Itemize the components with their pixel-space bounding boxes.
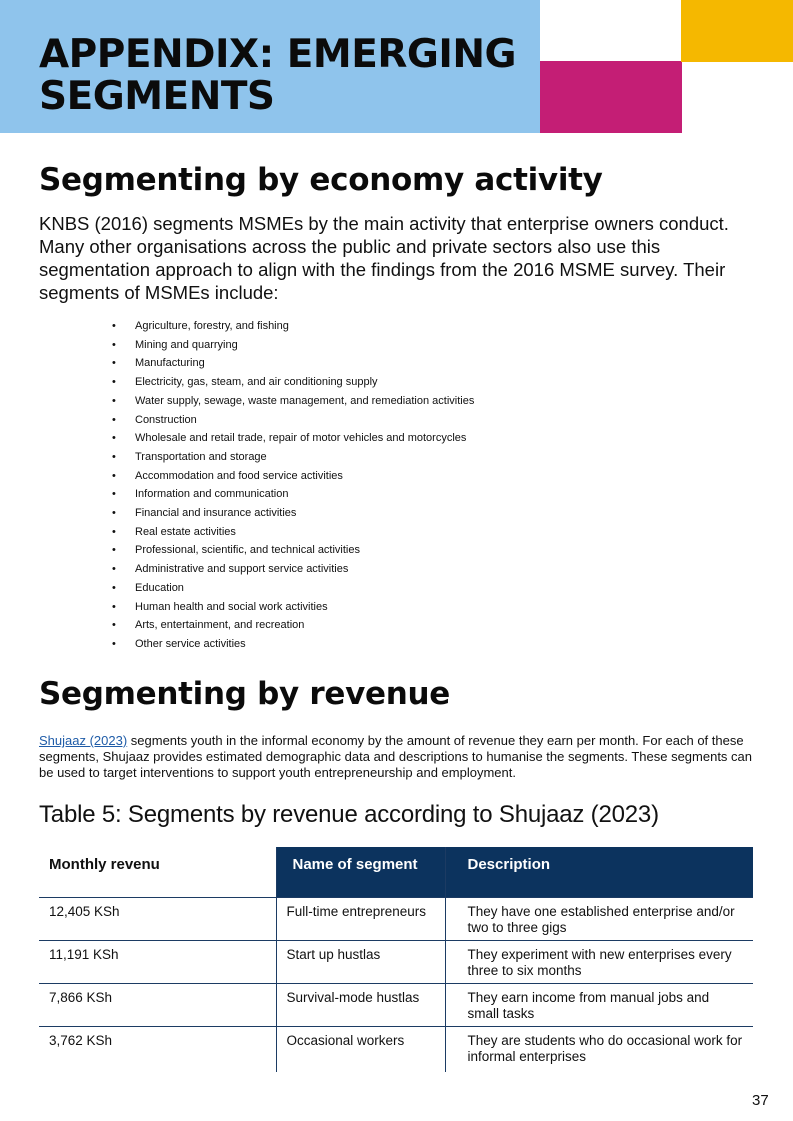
title-banner xyxy=(0,0,540,133)
cell-segment: Survival-mode hustlas xyxy=(276,983,445,1026)
table-header-row xyxy=(39,847,753,897)
decorative-yellow-block xyxy=(681,0,793,62)
cell-segment: Occasional workers xyxy=(276,1026,445,1072)
decorative-magenta-block xyxy=(540,61,682,133)
section-heading-activity: Segmenting by economy activity xyxy=(39,162,603,198)
revenue-segments-table xyxy=(39,847,753,1072)
cell-revenue: 3,762 KSh xyxy=(39,1026,276,1072)
table-row xyxy=(39,897,753,940)
list-item: • Wholesale and retail trade, repair of motor vehicles and motorcycles xyxy=(112,429,474,448)
cell-description: They earn income from manual jobs and small tasks xyxy=(445,983,753,1026)
cell-revenue: 7,866 KSh xyxy=(39,983,276,1026)
column-header-revenue: Monthly revenu xyxy=(39,847,276,897)
table-row xyxy=(39,983,753,1026)
section-heading-revenue: Segmenting by revenue xyxy=(39,676,451,712)
list-item: • Other service activities xyxy=(112,635,474,654)
list-item: • Human health and social work activities xyxy=(112,598,474,617)
cell-segment: Start up hustlas xyxy=(276,940,445,983)
list-item: • Information and communication xyxy=(112,485,474,504)
revenue-paragraph-text: segments youth in the informal economy by the amount of revenue they earn per month. For each of these segments, Shujaaz provides estimated demographic data and descriptions to humanise the segments. These segments can be used to target interventions to support youth entrepreneurship and employment. xyxy=(39,733,753,780)
cell-revenue: 12,405 KSh xyxy=(39,897,276,940)
shujaaz-link[interactable]: Shujaaz (2023) xyxy=(39,733,128,748)
page-title xyxy=(39,34,516,118)
cell-segment: Full-time entrepreneurs xyxy=(276,897,445,940)
cell-description: They experiment with new enterprises every three to six months xyxy=(445,940,753,983)
page-title-line-2: SEGMENTS xyxy=(39,74,275,119)
revenue-paragraph xyxy=(39,733,755,781)
list-item: • Electricity, gas, steam, and air conditioning supply xyxy=(112,373,474,392)
activity-intro-paragraph: KNBS (2016) segments MSMEs by the main activity that enterprise owners conduct. Many other organisations across the public and private sectors also use this segmentation approach to align with the findings from the 2016 MSME survey. Their segments of MSMEs include: xyxy=(39,213,729,303)
table-caption: Table 5: Segments by revenue according to Shujaaz (2023) xyxy=(39,801,659,828)
list-item: • Construction xyxy=(112,411,474,430)
cell-revenue: 11,191 KSh xyxy=(39,940,276,983)
table-row xyxy=(39,1026,753,1072)
cell-description: They have one established enterprise and/or two to three gigs xyxy=(445,897,753,940)
list-item: • Accommodation and food service activities xyxy=(112,467,474,486)
list-item: • Real estate activities xyxy=(112,523,474,542)
table-row xyxy=(39,940,753,983)
column-header-description: Description xyxy=(445,847,753,897)
list-item: • Administrative and support service activities xyxy=(112,560,474,579)
page-number: 37 xyxy=(752,1092,769,1109)
list-item: • Water supply, sewage, waste management, and remediation activities xyxy=(112,392,474,411)
list-item: • Professional, scientific, and technical activities xyxy=(112,541,474,560)
activity-list xyxy=(112,317,474,654)
list-item: • Education xyxy=(112,579,474,598)
list-item: • Agriculture, forestry, and fishing xyxy=(112,317,474,336)
list-item: • Arts, entertainment, and recreation xyxy=(112,616,474,635)
list-item: • Financial and insurance activities xyxy=(112,504,474,523)
list-item: • Manufacturing xyxy=(112,354,474,373)
column-header-segment: Name of segment xyxy=(276,847,445,897)
list-item: • Transportation and storage xyxy=(112,448,474,467)
cell-description: They are students who do occasional work for informal enterprises xyxy=(467,1032,743,1064)
page-title-line-1: APPENDIX: EMERGING xyxy=(39,32,517,77)
list-item: • Mining and quarrying xyxy=(112,336,474,355)
